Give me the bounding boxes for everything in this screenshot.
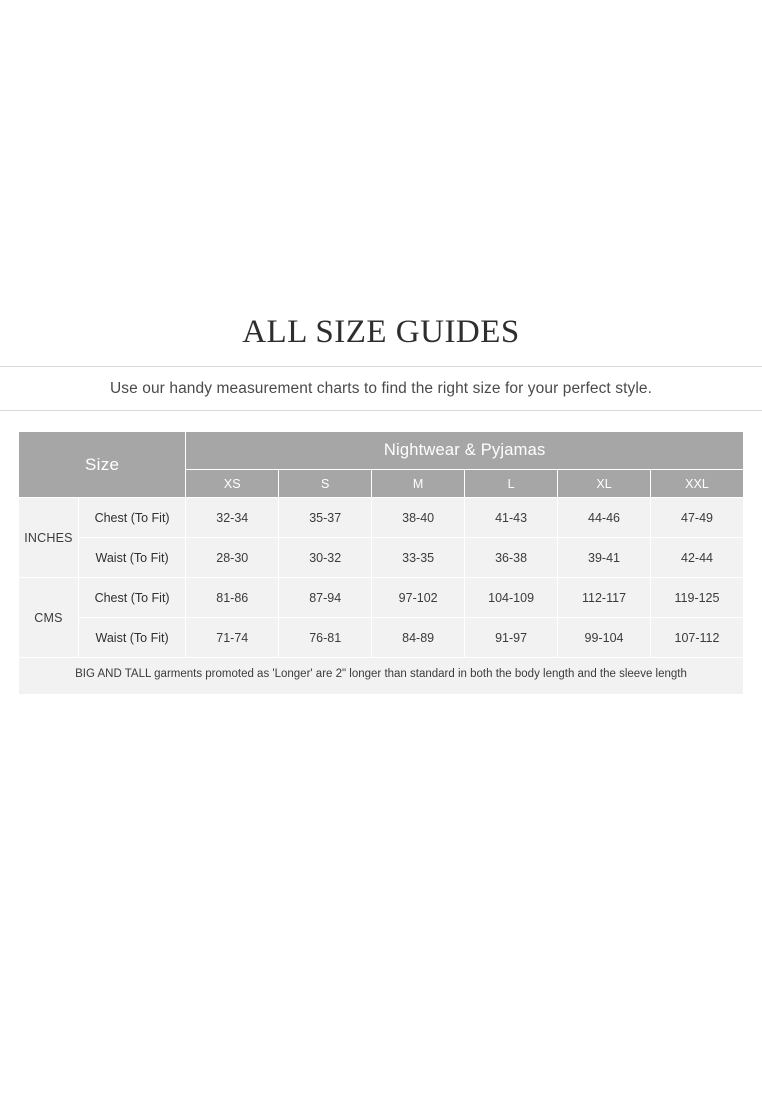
cell-inches-chest-m: 38-40 xyxy=(372,498,465,538)
cell-inches-waist-xxl: 42-44 xyxy=(650,538,743,578)
cell-cms-waist-m: 84-89 xyxy=(372,618,465,658)
cell-inches-waist-xs: 28-30 xyxy=(186,538,279,578)
cell-cms-chest-xs: 81-86 xyxy=(186,578,279,618)
cell-cms-chest-xl: 112-117 xyxy=(558,578,651,618)
unit-label-cms: CMS xyxy=(19,578,79,658)
header-col-s: S xyxy=(279,470,372,498)
cell-inches-chest-s: 35-37 xyxy=(279,498,372,538)
cell-cms-chest-xxl: 119-125 xyxy=(650,578,743,618)
header-col-xl: XL xyxy=(558,470,651,498)
header-category: Nightwear & Pyjamas xyxy=(186,432,744,470)
cell-inches-waist-l: 36-38 xyxy=(465,538,558,578)
cell-cms-waist-l: 91-97 xyxy=(465,618,558,658)
cell-inches-chest-xs: 32-34 xyxy=(186,498,279,538)
header-col-l: L xyxy=(465,470,558,498)
cell-cms-waist-s: 76-81 xyxy=(279,618,372,658)
cell-inches-chest-xl: 44-46 xyxy=(558,498,651,538)
cell-inches-waist-xl: 39-41 xyxy=(558,538,651,578)
table-row xyxy=(19,538,744,578)
row-label-waist-cms: Waist (To Fit) xyxy=(78,618,185,658)
page-title: ALL SIZE GUIDES xyxy=(242,314,520,350)
table-row xyxy=(19,498,744,538)
row-label-chest-inches: Chest (To Fit) xyxy=(78,498,185,538)
unit-label-inches: INCHES xyxy=(19,498,79,578)
table-header-row-group xyxy=(19,432,744,470)
header-col-xxl: XXL xyxy=(650,470,743,498)
cell-inches-chest-xxl: 47-49 xyxy=(650,498,743,538)
cell-inches-waist-s: 30-32 xyxy=(279,538,372,578)
row-label-chest-cms: Chest (To Fit) xyxy=(78,578,185,618)
cell-cms-chest-m: 97-102 xyxy=(372,578,465,618)
header-col-xs: XS xyxy=(186,470,279,498)
table-row xyxy=(19,618,744,658)
row-label-waist-inches: Waist (To Fit) xyxy=(78,538,185,578)
cell-inches-chest-l: 41-43 xyxy=(465,498,558,538)
size-table xyxy=(18,431,744,695)
cell-inches-waist-m: 33-35 xyxy=(372,538,465,578)
size-table-container xyxy=(0,411,762,695)
size-guide-block xyxy=(0,300,762,695)
cell-cms-waist-xl: 99-104 xyxy=(558,618,651,658)
page-subtitle: Use our handy measurement charts to find the right size for your perfect style. xyxy=(109,380,653,398)
cell-cms-waist-xxl: 107-112 xyxy=(650,618,743,658)
cell-cms-chest-s: 87-94 xyxy=(279,578,372,618)
table-row xyxy=(19,578,744,618)
header-col-m: M xyxy=(372,470,465,498)
table-note-row xyxy=(19,658,744,695)
cell-cms-waist-xs: 71-74 xyxy=(186,618,279,658)
header-size: Size xyxy=(19,432,186,498)
table-note: BIG AND TALL garments promoted as 'Longer' are 2" longer than standard in both the body length and the sleeve length xyxy=(19,658,744,695)
cell-cms-chest-l: 104-109 xyxy=(465,578,558,618)
